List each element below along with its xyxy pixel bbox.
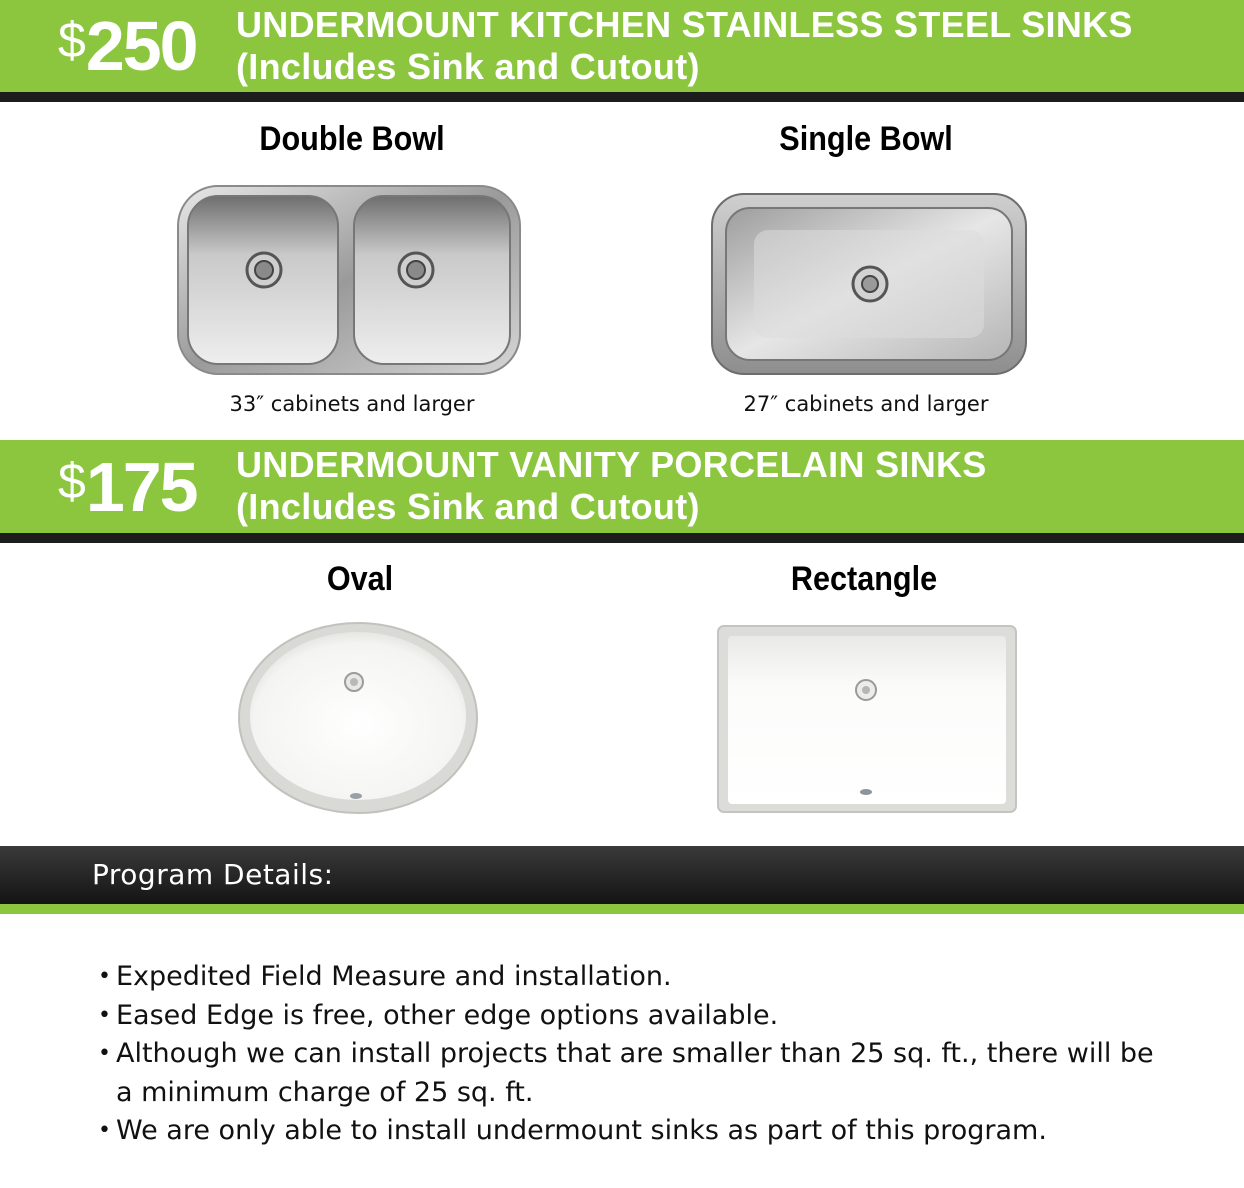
program-details-list [98, 958, 1178, 1151]
double-bowl-sink-image [176, 184, 522, 376]
kitchen-banner [0, 0, 1244, 92]
vanity-banner [0, 440, 1244, 533]
program-details-accent-line [0, 904, 1244, 914]
double-bowl-label: Double Bowl [259, 120, 445, 158]
program-details-bar [0, 846, 1244, 904]
oval-sink-image [236, 620, 480, 816]
oval-label: Oval [326, 560, 394, 598]
vanity-title-line2: (Includes Sink and Cutout) [236, 486, 700, 527]
vanity-title-line1: UNDERMOUNT VANITY PORCELAIN SINKS [236, 444, 987, 485]
kitchen-title-line1: UNDERMOUNT KITCHEN STAINLESS STEEL SINKS [236, 4, 1133, 45]
kitchen-divider [0, 92, 1244, 102]
kitchen-title [236, 4, 1133, 88]
kitchen-title-line2: (Includes Sink and Cutout) [236, 46, 700, 87]
vanity-price [58, 440, 197, 533]
kitchen-price [58, 0, 197, 92]
kitchen-price-currency: $ [58, 12, 84, 68]
double-bowl-caption: 33″ cabinets and larger [229, 392, 475, 416]
single-bowl-sink-image [710, 192, 1028, 376]
list-item: • We are only able to install undermount sinks as part of this program. [98, 1112, 1178, 1151]
kitchen-price-value: 250 [85, 7, 197, 85]
list-item: • Eased Edge is free, other edge options available. [98, 997, 1178, 1036]
vanity-title [236, 444, 987, 528]
list-item: • Expedited Field Measure and installation. [98, 958, 1178, 997]
list-item: • Although we can install projects that are smaller than 25 sq. ft., there will be a minimum charge of 25 sq. ft. [98, 1035, 1178, 1112]
single-bowl-label: Single Bowl [779, 120, 953, 158]
vanity-divider [0, 533, 1244, 543]
program-details-heading: Program Details: [92, 858, 334, 891]
vanity-price-value: 175 [85, 447, 197, 526]
rectangle-sink-image [716, 624, 1018, 814]
vanity-price-currency: $ [58, 452, 84, 509]
rectangle-label: Rectangle [790, 560, 938, 598]
single-bowl-caption: 27″ cabinets and larger [743, 392, 989, 416]
